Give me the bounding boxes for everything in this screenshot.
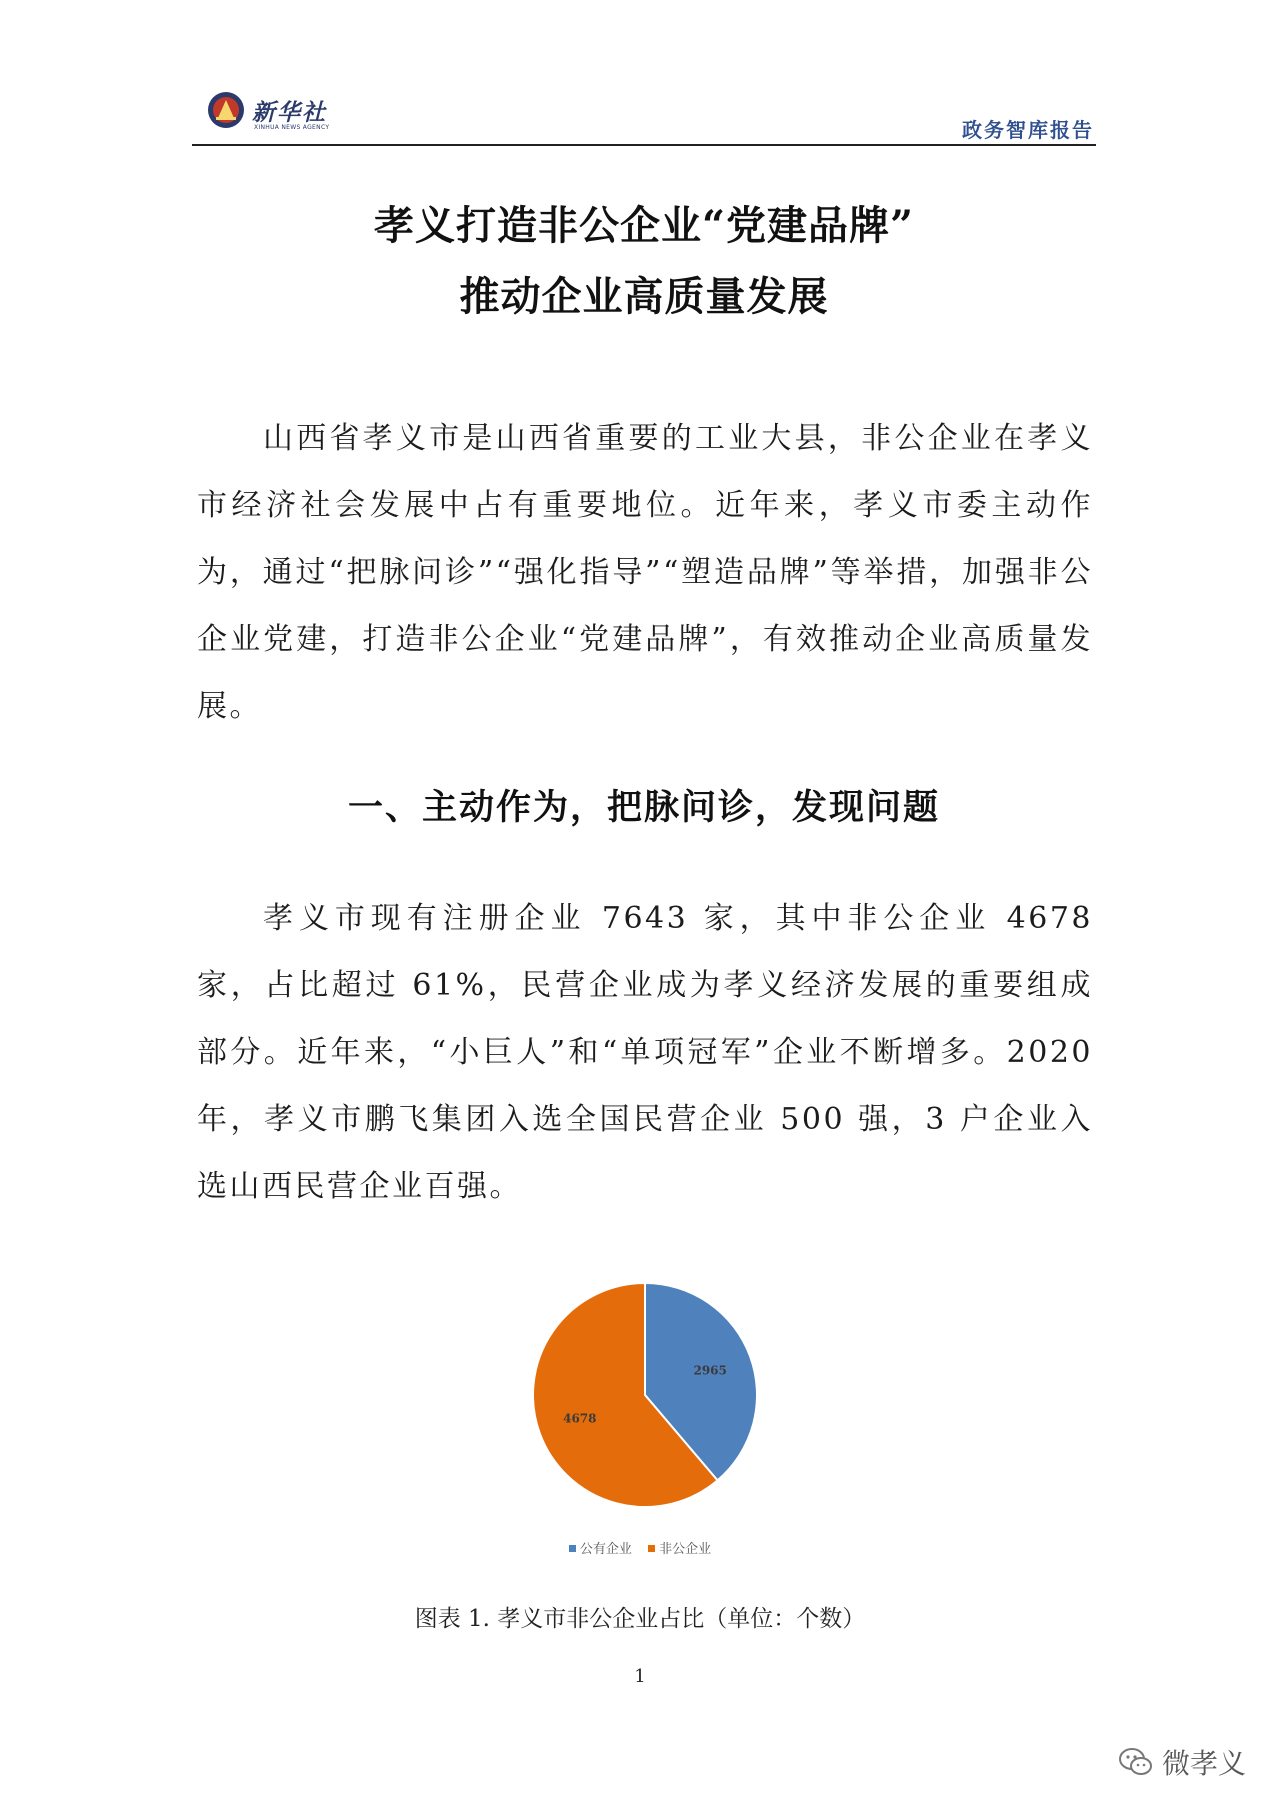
xinhua-logo bbox=[206, 90, 406, 136]
section-heading: 一、主动作为，把脉问诊，发现问题 bbox=[347, 787, 940, 828]
logo-subtext: XINHUA NEWS AGENCY bbox=[254, 124, 330, 131]
pie-chart-svg bbox=[520, 1270, 770, 1520]
legend-label-public: 公有企业 bbox=[579, 1542, 632, 1557]
legend-item-nonpublic bbox=[648, 1538, 711, 1557]
document-title-line2: 推动企业高质量发展 bbox=[459, 273, 829, 320]
legend-label-nonpublic: 非公企业 bbox=[659, 1542, 712, 1557]
pie-data-label-nonpublic: 4678 bbox=[563, 1411, 597, 1426]
document-title-line1: 孝义打造非公企业“党建品牌” bbox=[373, 202, 914, 249]
pie-data-label-public: 2965 bbox=[693, 1363, 727, 1378]
report-type-label: 政务智库报告 bbox=[962, 118, 1094, 142]
logo-text: 新华社 bbox=[252, 99, 327, 126]
legend-item-public bbox=[569, 1538, 632, 1557]
watermark bbox=[1118, 1744, 1246, 1780]
body-paragraph: 孝义市现有注册企业 7643 家，其中非公企业 4678 家，占比超过 61%，民营企业成为孝义经济发展的重要组成部分。近年来，“小巨人”和“单项冠军”企业不断增多。2020 年，孝义市鹏飞集团入选全国民营企业 500 强，3 户企业入选山西民营企业百强。 bbox=[197, 901, 1093, 1204]
legend-swatch-nonpublic bbox=[648, 1545, 655, 1552]
watermark-text: 微孝义 bbox=[1161, 1747, 1246, 1780]
pie-chart bbox=[520, 1270, 770, 1520]
page-number: 1 bbox=[634, 1666, 646, 1687]
wechat-icon bbox=[1118, 1747, 1154, 1777]
intro-paragraph: 山西省孝义市是山西省重要的工业大县，非公企业在孝义市经济社会发展中占有重要地位。近年来，孝义市委主动作为，通过“把脉问诊”“强化指导”“塑造品牌”等举措，加强非公企业党建，打造非公企业“党建品牌”，有效推动企业高质量发展。 bbox=[197, 421, 1093, 724]
chart-caption: 图表 1. 孝义市非公企业占比（单位：个数） bbox=[414, 1606, 866, 1632]
page-header bbox=[192, 84, 1096, 146]
legend-swatch-public bbox=[569, 1545, 576, 1552]
chart-legend bbox=[0, 1538, 1280, 1557]
xinhua-emblem-icon bbox=[206, 90, 246, 130]
